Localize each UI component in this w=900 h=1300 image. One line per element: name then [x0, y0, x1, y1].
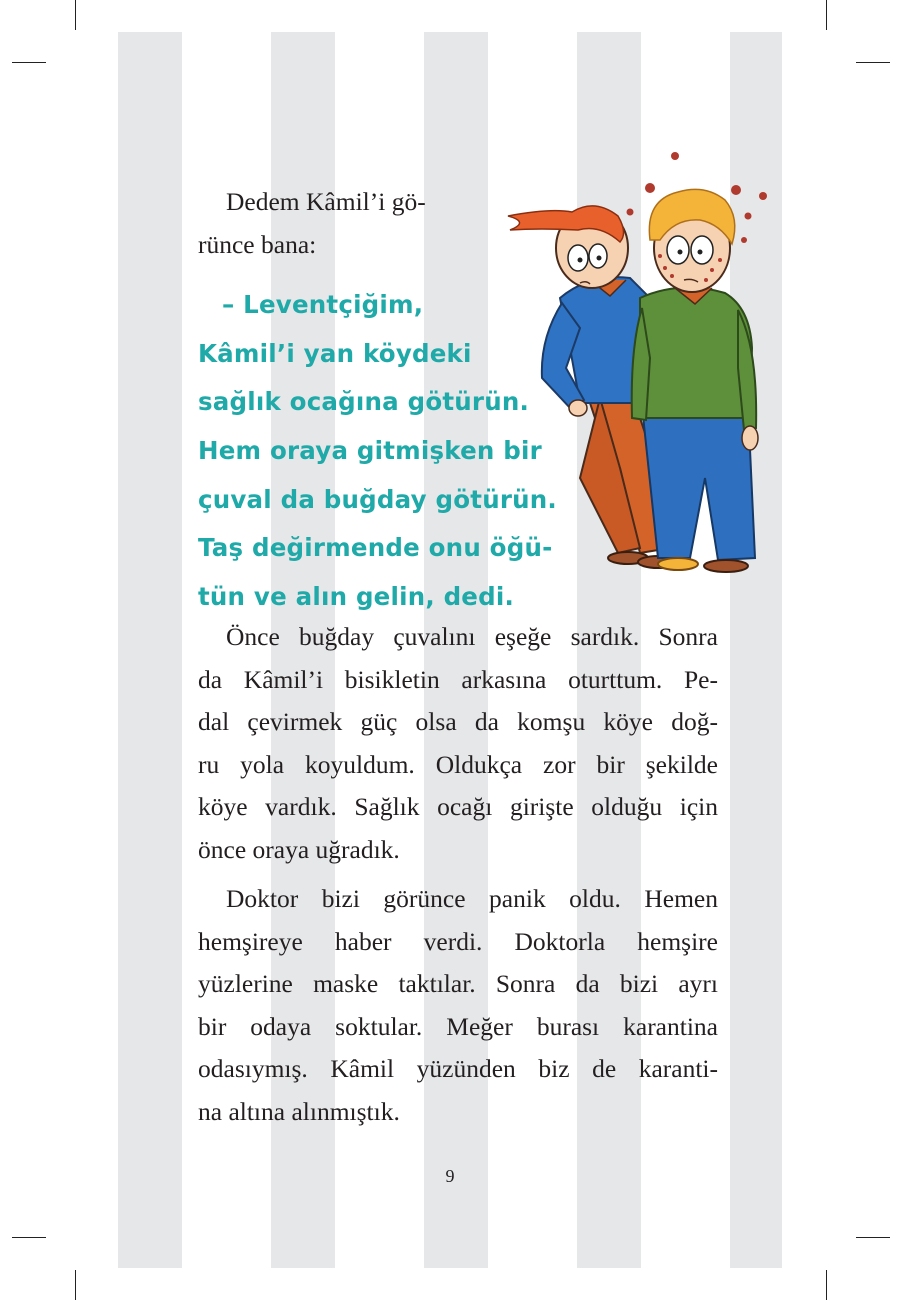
dialogue-line: tün ve alın gelin, dedi. — [198, 582, 514, 612]
boys-drawing — [500, 148, 780, 580]
text-line: ru yola koyuldum. Oldukça zor bir şekilde — [198, 749, 718, 779]
crop-mark — [856, 62, 890, 63]
stripe — [118, 32, 182, 1268]
page-number: 9 — [445, 1166, 455, 1186]
crop-mark — [75, 0, 76, 30]
text-line: hemşireye haber verdi. Doktorla hemşire — [198, 926, 718, 956]
dialogue-line: Taş değirmende onu öğü- — [198, 533, 553, 563]
paragraph-2 — [198, 878, 718, 1133]
text-line: köye vardık. Sağlık ocağı girişte olduğu için — [198, 792, 718, 821]
text-line: önce oraya uğradık. — [198, 834, 400, 864]
text-line: Önce buğday çuvalını eşeğe sardık. Sonra — [226, 622, 718, 651]
dialogue-line: – Leventçiğim, — [222, 290, 424, 319]
dialogue-line: çuval da buğday götürün. — [198, 484, 557, 514]
dialogue-line: sağlık ocağına götürün. — [198, 387, 529, 417]
crop-mark — [826, 1270, 827, 1300]
text-line: rünce bana: — [198, 229, 317, 259]
crop-mark — [12, 1237, 46, 1238]
paragraph-1 — [198, 616, 718, 871]
crop-mark — [826, 0, 827, 30]
text-line: na altına alınmıştık. — [198, 1096, 400, 1126]
two-boys-illustration — [500, 148, 780, 580]
intro-text — [198, 181, 486, 266]
text-line: da Kâmil’i bisikletin arkasına oturttum. Pe- — [198, 664, 718, 694]
crop-mark — [12, 62, 46, 63]
crop-mark — [856, 1237, 890, 1238]
text-line: Dedem Kâmil’i gö- — [226, 187, 426, 216]
dialogue-line: Hem oraya gitmişken bir — [198, 436, 542, 466]
dialogue-line: Kâmil’i yan köydeki — [198, 338, 472, 368]
text-line: yüzlerine maske taktılar. Sonra da bizi ayrı — [198, 969, 718, 998]
text-line: dal çevirmek güç olsa da komşu köye doğ- — [198, 707, 718, 736]
text-line: Doktor bizi görünce panik oldu. Hemen — [226, 884, 718, 913]
text-line: odasıymış. Kâmil yüzünden biz de karanti- — [198, 1054, 718, 1083]
text-line: bir odaya soktular. Meğer burası karantina — [198, 1011, 718, 1041]
crop-mark — [75, 1270, 76, 1300]
